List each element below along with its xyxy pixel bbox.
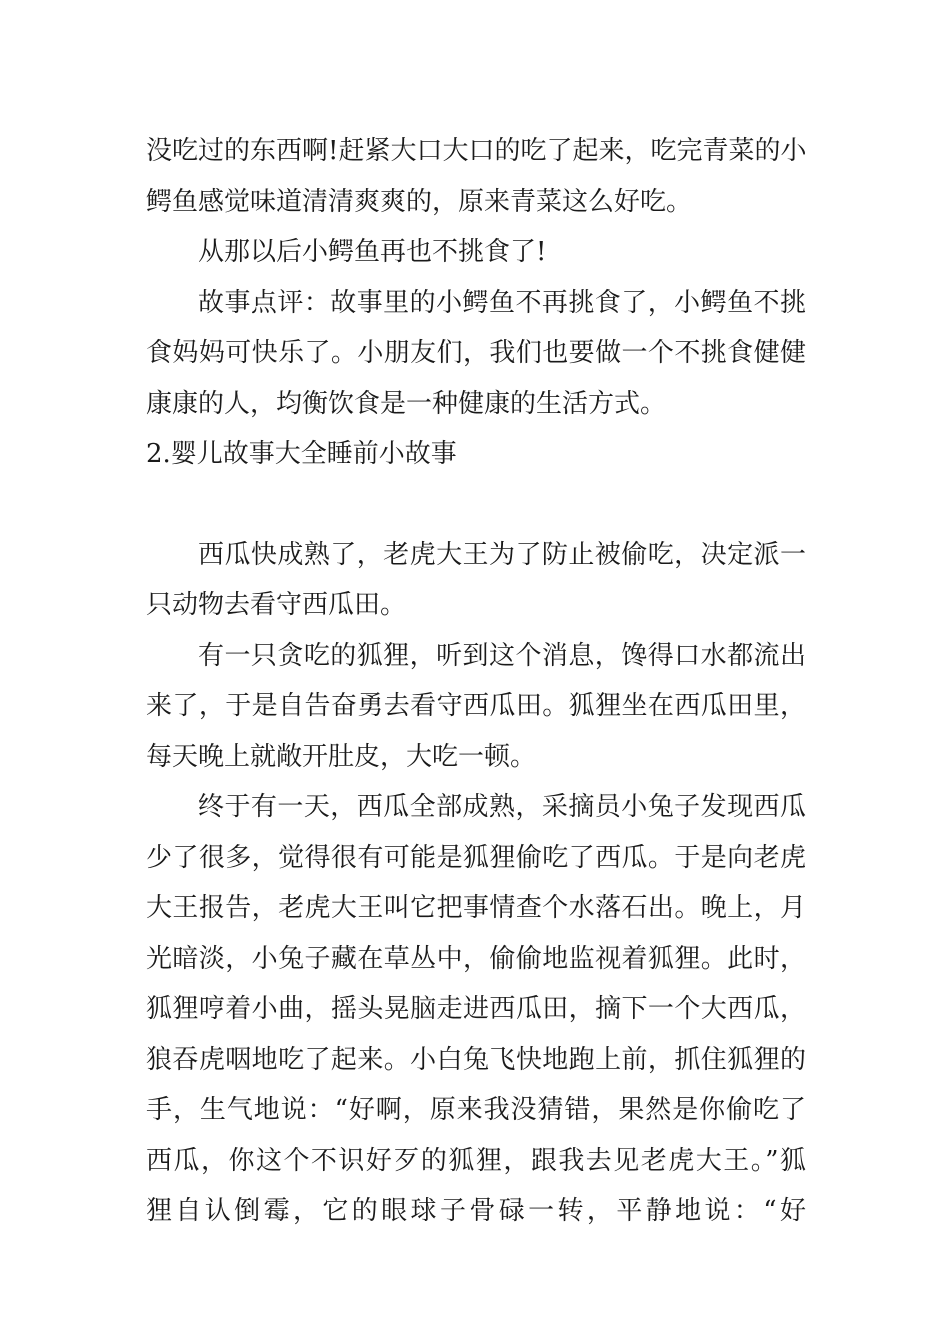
section-heading: 2.婴儿故事大全睡前小故事 xyxy=(146,439,457,469)
paragraph-story-rabbit xyxy=(146,782,806,1237)
text-line: 每天晚上就敞开肚皮，大吃一顿。 xyxy=(146,741,537,772)
text-line: 从那以后小鳄鱼再也不挑食了! xyxy=(198,237,547,267)
paragraph-story-intro xyxy=(146,530,806,631)
text-line: 终于有一天，西瓜全部成熟，采摘员小兔子发现西瓜 xyxy=(198,792,806,822)
text-line: 狸自认倒霉，它的眼球子骨碌一转，平静地说：“好 xyxy=(146,1196,806,1226)
text-line: 狼吞虎咽地吃了起来。小白兔飞快地跑上前，抓住狐狸的 xyxy=(146,1044,806,1075)
text-line: 来了，于是自告奋勇去看守西瓜田。狐狸坐在西瓜田里， xyxy=(146,691,806,721)
paragraph-continuation xyxy=(146,126,806,227)
text-line: 狐狸哼着小曲，摇头晃脑走进西瓜田，摘下一个大西瓜， xyxy=(146,994,806,1024)
document-page xyxy=(146,126,806,1237)
text-line: 光暗淡，小兔子藏在草丛中，偷偷地监视着狐狸。此时， xyxy=(146,943,806,974)
text-line: 西瓜快成熟了，老虎大王为了防止被偷吃，决定派一 xyxy=(198,539,806,570)
paragraph-story-comment xyxy=(146,278,806,430)
text-line: 故事点评：故事里的小鳄鱼不再挑食了，小鳄鱼不挑 xyxy=(198,287,806,318)
section-spacer xyxy=(146,480,806,530)
paragraph-story-fox xyxy=(146,631,806,783)
text-line: 只动物去看守西瓜田。 xyxy=(146,590,407,620)
text-line: 康康的人，均衡饮食是一种健康的生活方式。 xyxy=(146,388,667,419)
text-line: 鳄鱼感觉味道清清爽爽的，原来青菜这么好吃。 xyxy=(146,186,693,217)
text-line: 没吃过的东西啊!赶紧大口大口的吃了起来，吃完青菜的小 xyxy=(146,136,807,166)
text-line: 食妈妈可快乐了。小朋友们，我们也要做一个不挑食健健 xyxy=(146,338,806,368)
text-line: 西瓜，你这个不识好歹的狐狸，跟我去见老虎大王。”狐 xyxy=(146,1145,806,1176)
text-line: 有一只贪吃的狐狸，听到这个消息，馋得口水都流出 xyxy=(198,640,806,671)
text-line: 大王报告，老虎大王叫它把事情查个水落石出。晚上，月 xyxy=(146,893,806,923)
text-line: 少了很多，觉得很有可能是狐狸偷吃了西瓜。于是向老虎 xyxy=(146,842,806,873)
paragraph-no-picky xyxy=(146,227,806,278)
text-line: 手，生气地说：“好啊，原来我没猜错，果然是你偷吃了 xyxy=(146,1095,806,1125)
